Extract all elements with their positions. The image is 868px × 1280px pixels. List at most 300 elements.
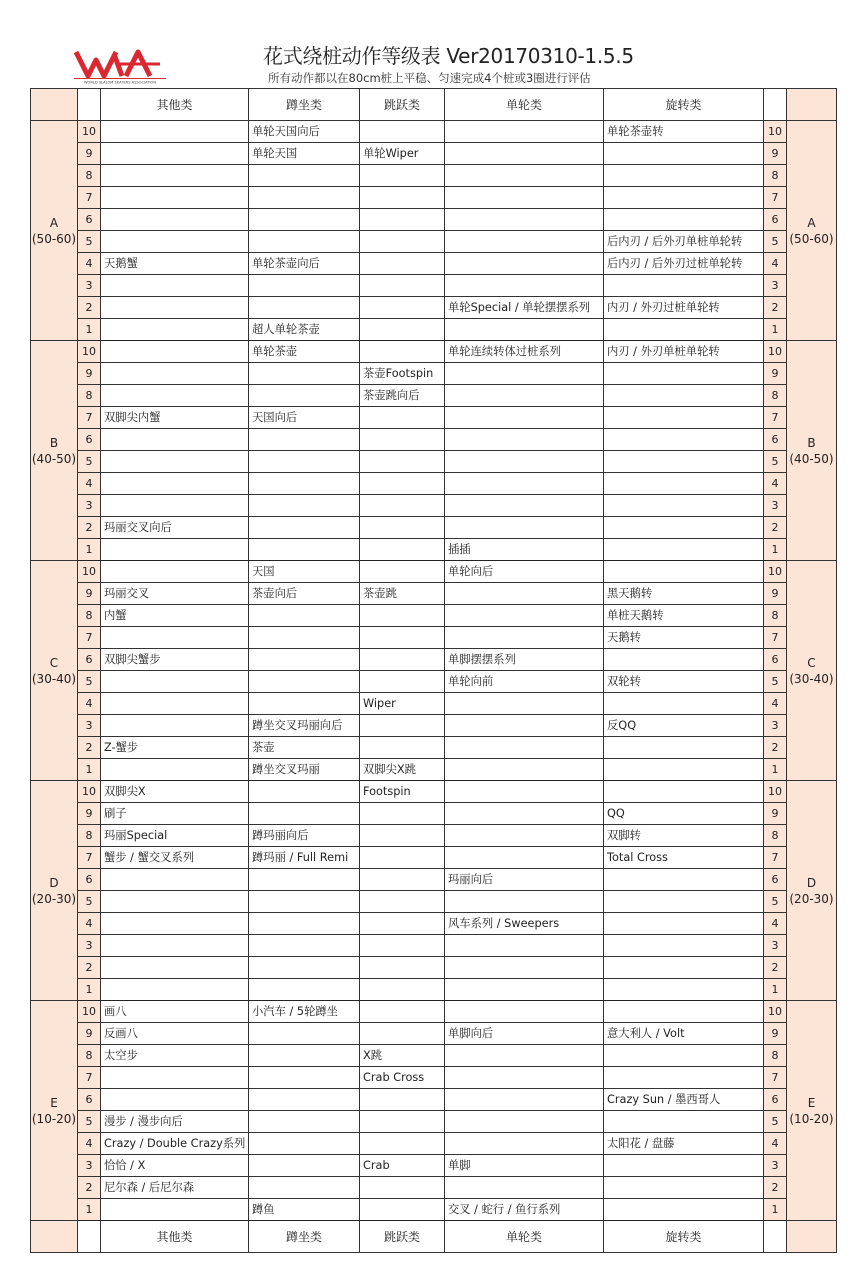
move-cell: 双脚转 [604, 825, 764, 847]
move-cell: 单轮连续转体过桩系列 [445, 341, 604, 363]
move-cell [249, 1155, 360, 1177]
move-cell [604, 891, 764, 913]
level-number: 7 [764, 627, 787, 649]
grade-range: (30-40) [31, 671, 77, 686]
move-cell [604, 319, 764, 341]
move-cell: 天鹅蟹 [101, 253, 249, 275]
column-header: 跳跃类 [360, 1221, 445, 1253]
move-cell [101, 1199, 249, 1221]
table-row [31, 539, 837, 561]
level-number: 2 [78, 1177, 101, 1199]
grade-group-label-left [31, 561, 78, 781]
move-cell: 刷子 [101, 803, 249, 825]
move-cell [360, 1133, 445, 1155]
move-cell [101, 1067, 249, 1089]
table-row [31, 517, 837, 539]
level-number: 4 [78, 1133, 101, 1155]
move-cell [604, 1199, 764, 1221]
move-cell: 单轮茶壶 [249, 341, 360, 363]
move-cell [445, 627, 604, 649]
move-cell [604, 187, 764, 209]
move-cell [360, 737, 445, 759]
move-cell [249, 1133, 360, 1155]
header-blank-right [764, 1221, 787, 1253]
move-cell [249, 803, 360, 825]
table-row [31, 1199, 837, 1221]
move-cell [360, 605, 445, 627]
move-cell: 单轮天国向后 [249, 121, 360, 143]
move-cell [360, 341, 445, 363]
level-number: 4 [78, 693, 101, 715]
level-number: 1 [764, 759, 787, 781]
move-cell [249, 1089, 360, 1111]
table-row [31, 341, 837, 363]
level-number: 4 [764, 1133, 787, 1155]
grade-group-label-right [787, 781, 837, 1001]
move-cell [249, 1177, 360, 1199]
move-cell [101, 627, 249, 649]
move-cell: 双脚尖X [101, 781, 249, 803]
move-cell [360, 165, 445, 187]
move-cell: X跳 [360, 1045, 445, 1067]
move-cell [604, 1045, 764, 1067]
move-cell [101, 165, 249, 187]
move-cell: 茶壶Footspin [360, 363, 445, 385]
move-cell [360, 539, 445, 561]
level-number: 9 [764, 363, 787, 385]
move-cell [360, 627, 445, 649]
level-number: 5 [78, 671, 101, 693]
move-cell [360, 209, 445, 231]
table-row [31, 869, 837, 891]
move-cell: 单轮茶壶向后 [249, 253, 360, 275]
grade-range: (40-50) [789, 451, 834, 466]
move-cell [360, 1001, 445, 1023]
header-blank-left [78, 89, 101, 121]
move-cell [249, 979, 360, 1001]
level-number: 8 [78, 165, 101, 187]
level-number: 3 [78, 495, 101, 517]
move-cell [604, 473, 764, 495]
grade-letter: B [807, 435, 816, 450]
move-cell: Crazy / Double Crazy系列 [101, 1133, 249, 1155]
move-cell [249, 957, 360, 979]
level-number: 7 [764, 847, 787, 869]
move-cell [445, 473, 604, 495]
move-cell [249, 935, 360, 957]
grade-letter: E [50, 1095, 58, 1110]
level-number: 5 [764, 451, 787, 473]
move-cell: 太阳花 / 盘藤 [604, 1133, 764, 1155]
move-cell [101, 297, 249, 319]
move-cell [249, 649, 360, 671]
move-cell [604, 693, 764, 715]
move-cell [101, 495, 249, 517]
level-number: 10 [764, 781, 787, 803]
level-number: 8 [78, 605, 101, 627]
move-cell [101, 715, 249, 737]
level-number: 3 [78, 1155, 101, 1177]
level-number: 3 [78, 715, 101, 737]
move-cell [360, 253, 445, 275]
move-cell: 蹲玛丽 / Full Remi [249, 847, 360, 869]
table-row [31, 671, 837, 693]
table-row [31, 297, 837, 319]
header-corner-right [787, 1221, 837, 1253]
move-cell [445, 429, 604, 451]
level-number: 10 [78, 781, 101, 803]
level-number: 4 [764, 253, 787, 275]
move-cell [101, 231, 249, 253]
move-cell [249, 385, 360, 407]
level-number: 3 [764, 495, 787, 517]
move-cell [445, 165, 604, 187]
move-cell [249, 363, 360, 385]
move-cell [360, 847, 445, 869]
move-cell [360, 121, 445, 143]
move-cell [101, 869, 249, 891]
move-cell [445, 253, 604, 275]
move-cell [445, 1089, 604, 1111]
move-cell [445, 517, 604, 539]
move-cell: 单轮Wiper [360, 143, 445, 165]
move-cell [445, 781, 604, 803]
move-cell [604, 561, 764, 583]
move-cell: 尼尔森 / 后尼尔森 [101, 1177, 249, 1199]
move-cell [445, 693, 604, 715]
table-row [31, 209, 837, 231]
move-cell: 天国 [249, 561, 360, 583]
grade-range: (10-20) [789, 1111, 834, 1126]
move-cell [101, 759, 249, 781]
move-cell [360, 891, 445, 913]
move-cell [604, 935, 764, 957]
grade-letter: A [807, 215, 816, 230]
move-cell: 双脚尖蟹步 [101, 649, 249, 671]
table-row [31, 803, 837, 825]
table-row [31, 1045, 837, 1067]
grade-letter: C [49, 655, 59, 670]
move-cell [249, 539, 360, 561]
table-row [31, 759, 837, 781]
grade-group-label-left [31, 341, 78, 561]
move-cell [445, 407, 604, 429]
move-cell: 黑天鹅转 [604, 583, 764, 605]
move-cell [445, 495, 604, 517]
move-cell [360, 1023, 445, 1045]
move-cell [604, 781, 764, 803]
level-number: 7 [78, 407, 101, 429]
move-cell [445, 583, 604, 605]
level-number: 9 [78, 803, 101, 825]
move-cell: 内蟹 [101, 605, 249, 627]
table-row [31, 451, 837, 473]
move-cell [445, 1133, 604, 1155]
level-number: 7 [764, 1067, 787, 1089]
level-number: 9 [78, 363, 101, 385]
move-cell [249, 297, 360, 319]
header-blank-left [78, 1221, 101, 1253]
column-header: 蹲坐类 [249, 1221, 360, 1253]
move-cell [445, 1045, 604, 1067]
move-cell [360, 231, 445, 253]
header-row-top [31, 89, 837, 121]
level-number: 6 [764, 429, 787, 451]
grade-range: (10-20) [31, 1111, 77, 1126]
level-number: 2 [78, 297, 101, 319]
grade-range: (30-40) [789, 671, 834, 686]
level-number: 10 [78, 341, 101, 363]
level-number: 10 [78, 561, 101, 583]
level-number: 8 [764, 605, 787, 627]
table-row [31, 1177, 837, 1199]
move-cell: Total Cross [604, 847, 764, 869]
level-number: 7 [78, 627, 101, 649]
table-row [31, 583, 837, 605]
level-number: 2 [764, 297, 787, 319]
move-cell [249, 869, 360, 891]
move-cell: Crazy Sun / 墨西哥人 [604, 1089, 764, 1111]
move-cell [101, 121, 249, 143]
move-cell [249, 429, 360, 451]
table-row [31, 253, 837, 275]
level-number: 2 [764, 517, 787, 539]
table-row [31, 1023, 837, 1045]
logo-text: WORLD SLALOM SKATERS ASSOCIATION [83, 80, 157, 84]
table-row [31, 693, 837, 715]
move-cell [101, 143, 249, 165]
level-number: 7 [764, 187, 787, 209]
move-cell [360, 957, 445, 979]
move-cell [249, 187, 360, 209]
move-cell [604, 165, 764, 187]
move-cell [101, 891, 249, 913]
move-cell [604, 957, 764, 979]
move-cell [604, 979, 764, 1001]
level-number: 6 [764, 649, 787, 671]
level-number: 7 [78, 1067, 101, 1089]
grade-group-label-left [31, 121, 78, 341]
table-row [31, 627, 837, 649]
level-number: 1 [78, 319, 101, 341]
level-number: 3 [78, 275, 101, 297]
page-subtitle: 所有动作都以在80cm桩上平稳、匀速完成4个桩或3圈进行评估 [268, 71, 591, 85]
table-row [31, 275, 837, 297]
level-number: 10 [78, 1001, 101, 1023]
move-cell [249, 495, 360, 517]
move-cell: 漫步 / 漫步向后 [101, 1111, 249, 1133]
move-cell: Footspin [360, 781, 445, 803]
move-cell [249, 891, 360, 913]
move-cell: 蹲鱼 [249, 1199, 360, 1221]
move-cell [604, 363, 764, 385]
level-number: 2 [78, 957, 101, 979]
move-cell [604, 451, 764, 473]
level-number: 4 [78, 913, 101, 935]
move-cell [604, 143, 764, 165]
table-row [31, 231, 837, 253]
table-row [31, 979, 837, 1001]
move-cell [360, 1111, 445, 1133]
column-header: 单轮类 [445, 1221, 604, 1253]
move-cell: 画八 [101, 1001, 249, 1023]
move-cell: Crab Cross [360, 1067, 445, 1089]
move-cell [101, 979, 249, 1001]
level-number: 5 [764, 1111, 787, 1133]
move-cell [445, 363, 604, 385]
move-cell [445, 231, 604, 253]
grade-range: (50-60) [31, 231, 77, 246]
move-cell: 蹲玛丽向后 [249, 825, 360, 847]
grade-letter: D [49, 875, 59, 890]
column-header: 旋转类 [604, 1221, 764, 1253]
level-number: 6 [78, 429, 101, 451]
level-number: 8 [764, 165, 787, 187]
level-number: 3 [78, 935, 101, 957]
move-cell [360, 649, 445, 671]
level-number: 1 [764, 319, 787, 341]
move-cell [604, 1177, 764, 1199]
move-cell [249, 1111, 360, 1133]
move-cell [249, 165, 360, 187]
grade-group-label-right [787, 561, 837, 781]
grade-group-label-right [787, 341, 837, 561]
move-cell [445, 715, 604, 737]
move-cell: 天鹅转 [604, 627, 764, 649]
move-cell [360, 561, 445, 583]
level-number: 6 [78, 209, 101, 231]
move-cell: 超人单轮茶壶 [249, 319, 360, 341]
grade-group-label-right [787, 121, 837, 341]
table-row [31, 319, 837, 341]
level-number: 4 [764, 693, 787, 715]
move-cell [101, 209, 249, 231]
level-number: 6 [764, 1089, 787, 1111]
move-cell: Z-蟹步 [101, 737, 249, 759]
move-cell [445, 385, 604, 407]
move-cell [445, 1001, 604, 1023]
move-cell [445, 1067, 604, 1089]
move-cell [249, 627, 360, 649]
level-number: 5 [764, 231, 787, 253]
level-number: 2 [78, 517, 101, 539]
move-cell: 插插 [445, 539, 604, 561]
level-number: 6 [78, 869, 101, 891]
move-cell [101, 913, 249, 935]
level-number: 5 [78, 891, 101, 913]
level-number: 7 [78, 847, 101, 869]
table-row [31, 187, 837, 209]
level-number: 9 [78, 583, 101, 605]
move-cell [101, 957, 249, 979]
move-cell: QQ [604, 803, 764, 825]
level-number: 1 [78, 539, 101, 561]
move-cell: 单轮向后 [445, 561, 604, 583]
move-cell [604, 737, 764, 759]
grade-group-label-left [31, 781, 78, 1001]
move-cell: 茶壶跳 [360, 583, 445, 605]
move-cell: 反画八 [101, 1023, 249, 1045]
move-cell: 玛丽交叉向后 [101, 517, 249, 539]
level-number: 9 [78, 1023, 101, 1045]
move-cell: 蟹步 / 蟹交叉系列 [101, 847, 249, 869]
level-number: 3 [764, 935, 787, 957]
move-cell [101, 671, 249, 693]
grade-letter: E [807, 1095, 816, 1110]
grade-range: (20-30) [789, 891, 834, 906]
table-row [31, 495, 837, 517]
table-row [31, 473, 837, 495]
table-row [31, 781, 837, 803]
table-row [31, 561, 837, 583]
level-number: 2 [764, 737, 787, 759]
level-number: 1 [764, 1199, 787, 1221]
move-cell [604, 385, 764, 407]
move-cell [360, 517, 445, 539]
move-cell [604, 913, 764, 935]
table-row [31, 957, 837, 979]
move-cell [360, 407, 445, 429]
level-number: 5 [78, 1111, 101, 1133]
move-cell [101, 935, 249, 957]
move-cell: 茶壶向后 [249, 583, 360, 605]
level-number: 10 [78, 121, 101, 143]
move-cell [101, 539, 249, 561]
level-number: 3 [764, 1155, 787, 1177]
table-row [31, 165, 837, 187]
move-cell [445, 825, 604, 847]
move-cell [604, 209, 764, 231]
level-number: 1 [78, 759, 101, 781]
move-cell [604, 429, 764, 451]
table-row [31, 913, 837, 935]
level-number: 8 [764, 385, 787, 407]
move-cell [360, 1177, 445, 1199]
grade-table [30, 88, 837, 1253]
grade-group-label-left [31, 1001, 78, 1221]
column-header: 其他类 [101, 89, 249, 121]
level-number: 10 [764, 561, 787, 583]
level-number: 10 [764, 121, 787, 143]
page-title: 花式绕桩动作等级表 Ver20170310-1.5.5 [263, 44, 634, 68]
move-cell: 单轮天国 [249, 143, 360, 165]
column-header: 其他类 [101, 1221, 249, 1253]
level-number: 1 [764, 539, 787, 561]
table-row [31, 1089, 837, 1111]
move-cell: 后内刃 / 后外刃单桩单轮转 [604, 231, 764, 253]
move-cell [101, 187, 249, 209]
move-cell: 单轮向前 [445, 671, 604, 693]
grade-letter: B [49, 435, 59, 450]
move-cell [101, 693, 249, 715]
move-cell [101, 385, 249, 407]
move-cell [249, 605, 360, 627]
move-cell [445, 319, 604, 341]
level-number: 4 [764, 473, 787, 495]
move-cell: 太空步 [101, 1045, 249, 1067]
move-cell [360, 495, 445, 517]
level-number: 7 [764, 407, 787, 429]
level-number: 1 [78, 979, 101, 1001]
move-cell [249, 451, 360, 473]
level-number: 3 [764, 715, 787, 737]
level-number: 8 [764, 825, 787, 847]
table-row [31, 737, 837, 759]
header-blank-right [764, 89, 787, 121]
header-corner-left [31, 1221, 78, 1253]
level-number: 9 [78, 143, 101, 165]
level-number: 6 [78, 649, 101, 671]
